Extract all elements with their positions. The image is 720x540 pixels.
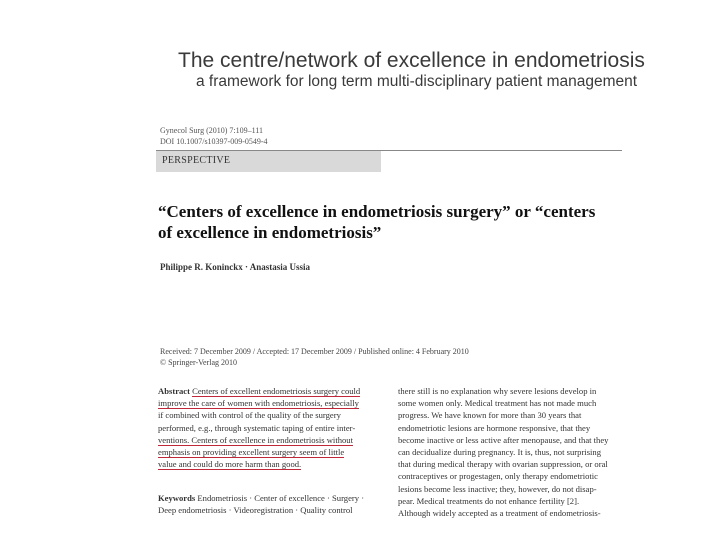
body-column-right [398,385,624,519]
received-line: Received: 7 December 2009 / Accepted: 17 December 2009 / Published online: 4 February 2010 [160,347,469,356]
abstract-label: Abstract [158,386,190,396]
journal-citation: Gynecol Surg (2010) 7:109–111 [160,126,264,135]
body-line: there still is no explanation why severe lesions develop in [398,386,597,396]
body-line: contraceptives or progestagen, only therapy endometriotic [398,471,598,482]
body-line: become inactive or less active after menopause, and that they [398,434,609,445]
abstract-line: performed, e.g., through systematic taping of entire inter- [158,422,356,433]
abstract-line [158,446,380,458]
abstract-line [158,385,380,397]
abstract-underlined-text: emphasis on providing excellent surgery seem of little [158,447,345,458]
body-line: progress. We have known for more than 30 years that [398,410,582,421]
keywords [158,492,380,516]
body-line: endometriotic lesions are hormone responsive, that they [398,422,591,433]
keywords-text: Endometriosis · Center of excellence · Surgery · [197,493,365,503]
body-line: can decidualize during pregnancy. It is, thus, not surprising [398,447,602,458]
section-rule [156,150,622,151]
authors: Philippe R. Koninckx · Anastasia Ussia [160,262,311,272]
keywords-label: Keywords [158,493,196,503]
abstract-underlined-text: improve the care of women with endometriosis, especially [158,398,359,409]
doi: DOI 10.1007/s10397-009-0549-4 [160,137,268,146]
abstract-column [158,385,380,470]
abstract-line [158,397,380,409]
abstract-line: if combined with control of the quality of the surgery [158,410,341,421]
keywords-line [158,492,380,504]
section-label: PERSPECTIVE [162,155,231,166]
paper-title [158,201,628,243]
abstract-underlined-text: Centers of excellent endometriosis surgery could [192,386,361,396]
paper-title-line-2: of excellence in endometriosis” [158,223,382,242]
keywords-line: Deep endometriosis · Videoregistration · Quality control [158,505,353,516]
paper-title-line-1: “Centers of excellence in endometriosis surgery” or “centers [158,202,596,221]
abstract-line [158,434,380,446]
received-dates [160,346,469,368]
abstract-underlined-text: value and could do more harm than good. [158,459,302,470]
slide-subtitle: a framework for long term multi-disciplinary patient management [196,73,638,90]
copyright-line: © Springer-Verlag 2010 [160,358,238,367]
abstract-line [158,458,380,470]
slide-title: The centre/network of excellence in endometriosis [178,49,645,72]
abstract-underlined-text: ventions. Centers of excellence in endometriosis without [158,434,353,445]
body-line: that during medical therapy with ovarian suppression, or oral [398,459,608,470]
body-line: pear. Medical treatments do not enhance fertility [2]. [398,495,580,506]
body-line: Although widely accepted as a treatment of endometriosis- [398,508,601,519]
body-line: some women only. Medical treatment has not made much [398,398,597,409]
body-line: lesions become less inactive; they, however, do not disap- [398,483,597,494]
